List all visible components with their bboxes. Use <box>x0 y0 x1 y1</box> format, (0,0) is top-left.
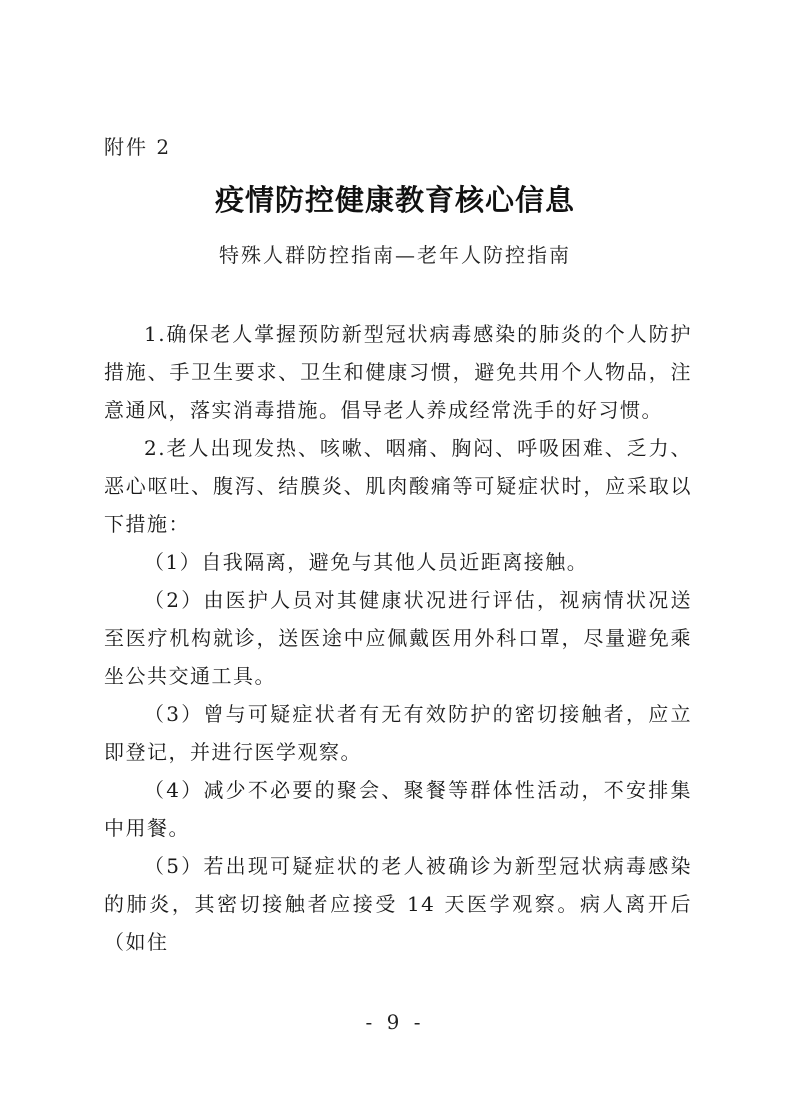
paragraph-3: （1）自我隔离，避免与其他人员近距离接触。 <box>144 550 589 574</box>
document-body <box>104 315 692 961</box>
document-subtitle: 特殊人群防控指南—老年人防控指南 <box>219 243 571 267</box>
page-number: - 9 - <box>365 1010 425 1034</box>
paragraph-2: 2.老人出现发热、咳嗽、咽痛、胸闷、呼吸困难、乏力、恶心呕吐、腹泻、结膜炎、肌肉酸痛等可疑症状时，应采取以下措施： <box>104 436 692 536</box>
document-title: 疫情防控健康教育核心信息 <box>214 183 575 217</box>
paragraph-6: （4）减少不必要的聚会、聚餐等群体性活动，不安排集中用餐。 <box>104 778 692 840</box>
paragraph-5: （3）曾与可疑症状者有无有效防护的密切接触者，应立即登记，并进行医学观察。 <box>104 702 692 764</box>
paragraph-7: （5）若出现可疑症状的老人被确诊为新型冠状病毒感染的肺炎，其密切接触者应接受 14 天医学观察。病人离开后（如住 <box>104 854 692 954</box>
attachment-label: 附件 2 <box>104 135 172 159</box>
paragraph-1: 1.确保老人掌握预防新型冠状病毒感染的肺炎的个人防护措施、手卫生要求、卫生和健康习惯，避免共用个人物品，注意通风，落实消毒措施。倡导老人养成经常洗手的好习惯。 <box>104 322 692 422</box>
paragraph-4: （2）由医护人员对其健康状况进行评估，视病情状况送至医疗机构就诊，送医途中应佩戴医用外科口罩，尽量避免乘坐公共交通工具。 <box>104 588 692 688</box>
